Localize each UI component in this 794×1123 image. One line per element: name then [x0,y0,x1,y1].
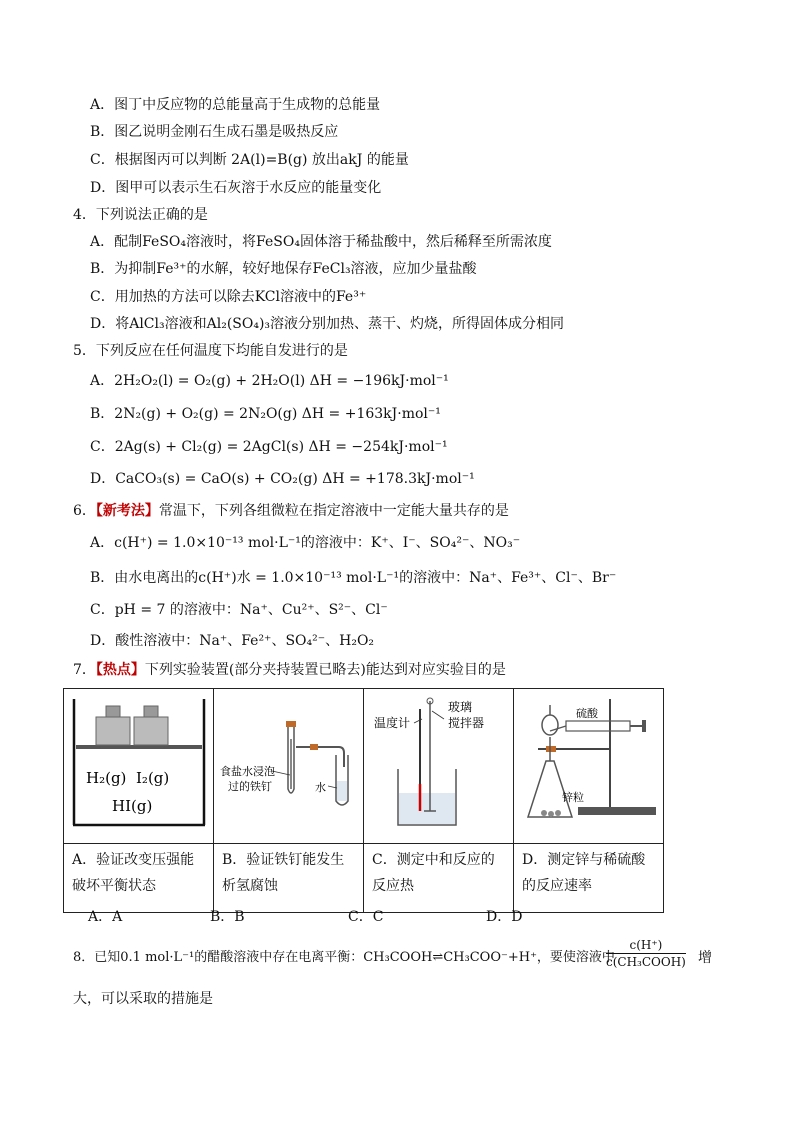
label-stirrer-2: 搅拌器 [448,716,485,730]
label-sulfuric-acid: 硫酸 [576,707,598,720]
q7-answer-c: C．C [348,909,384,925]
q7-answer-b: B．B [210,909,245,925]
q3-option-b: B．图乙说明金刚石生成石墨是吸热反应 [90,124,339,140]
q7-stem: 下列实验装置(部分夹持装置已略去)能达到对应实验目的是 [144,662,506,678]
calorimeter-figure [364,689,513,839]
q7-answer-d: D．D [486,909,523,925]
figure-a-cell [64,689,214,844]
caption-d: D．测定锌与稀硫酸的反应速率 [514,844,664,913]
label-hi: HI(g) [112,797,153,815]
label-thermometer: 温度计 [374,716,411,730]
q7-answer-a: A．A [88,909,123,925]
q5-option-b: B．2N₂(g) + O₂(g) = 2N₂O(g) ΔH = +163kJ·mol⁻¹ [90,406,441,422]
q8-fraction-denominator: c(CH₃COOH) [606,955,686,969]
figure-b-cell [214,689,364,844]
q4-option-d: D．将AlCl₃溶液和Al₂(SO₄)₃溶液分别加热、蒸干、灼烧，所得固体成分相同 [90,316,565,332]
q4-stem: 4．下列说法正确的是 [73,207,208,223]
q8-stem-3: 大，可以采取的措施是 [73,991,213,1007]
q6-number: 6． [73,503,96,519]
q8-fraction-numerator: c(H⁺) [606,937,686,954]
caption-c: C．测定中和反应的反应热 [364,844,514,913]
q6-stem: 常温下，下列各组微粒在指定溶液中一定能大量共存的是 [158,503,509,519]
q6-stem-line [73,501,509,521]
q3-option-a: A．图丁中反应物的总能量高于生成物的总能量 [90,97,381,113]
q4-option-b: B．为抑制Fe³⁺的水解，较好地保存FeCl₃溶液，应加少量盐酸 [90,261,477,277]
label-i2: I₂(g) [136,769,170,787]
label-water: 水 [315,781,326,794]
q8-fraction [606,937,686,970]
reaction-rate-figure [514,689,663,839]
q8-stem-1: 8．已知0.1 mol·L⁻¹的醋酸溶液中存在电离平衡：CH₃COOH⇌CH₃COO⁻+H⁺，要使溶液中 [73,950,615,965]
q8-stem-2: 增 [698,950,712,966]
q6-tag: 【新考法】 [95,503,159,519]
figure-d-cell [514,689,664,844]
label-h2: H₂(g) [86,769,127,787]
caption-a: A．验证改变压强能破坏平衡状态 [64,844,214,913]
q7-number: 7． [73,662,96,678]
q6-option-d: D．酸性溶液中：Na⁺、Fe²⁺、SO₄²⁻、H₂O₂ [90,633,375,649]
q4-option-c: C．用加热的方法可以除去KCl溶液中的Fe³⁺ [90,289,367,305]
q5-option-a: A．2H₂O₂(l) = O₂(g) + 2H₂O(l) ΔH = −196kJ·mol⁻¹ [90,373,449,389]
q5-stem: 5．下列反应在任何温度下均能自发进行的是 [73,343,348,359]
experiment-table [63,688,664,913]
q7-stem-line [73,660,506,680]
q6-option-b: B．由水电离出的c(H⁺)水 = 1.0×10⁻¹³ mol·L⁻¹的溶液中：Na⁺、Fe³⁺、Cl⁻、Br⁻ [90,570,617,586]
corrosion-figure [214,689,363,839]
q4-option-a: A．配制FeSO₄溶液时，将FeSO₄固体溶于稀盐酸中，然后稀释至所需浓度 [90,234,552,250]
label-zinc: 锌粒 [562,791,584,804]
q6-option-a: A．c(H⁺) = 1.0×10⁻¹³ mol·L⁻¹的溶液中：K⁺、I⁻、SO₄²⁻、NO₃⁻ [90,535,521,551]
q5-option-c: C．2Ag(s) + Cl₂(g) = 2AgCl(s) ΔH = −254kJ·mol⁻¹ [90,439,448,455]
q7-tag: 【热点】 [95,662,145,678]
label-stirrer-1: 玻璃 [448,700,473,714]
pressure-container-figure [64,689,213,839]
label-salt-nail-2: 过的铁钉 [228,780,272,793]
q5-option-d: D．CaCO₃(s) = CaO(s) + CO₂(g) ΔH = +178.3kJ·mol⁻¹ [90,471,475,487]
label-salt-nail-1: 食盐水浸泡 [220,765,275,778]
q7-answer-options [88,906,548,926]
q3-option-c: C．根据图丙可以判断 2A(l)=B(g) 放出akJ 的能量 [90,152,409,168]
figure-c-cell [364,689,514,844]
caption-b: B．验证铁钉能发生析氢腐蚀 [214,844,364,913]
q6-option-c: C．pH = 7 的溶液中：Na⁺、Cu²⁺、S²⁻、Cl⁻ [90,602,388,618]
q3-option-d: D．图甲可以表示生石灰溶于水反应的能量变化 [90,180,382,196]
